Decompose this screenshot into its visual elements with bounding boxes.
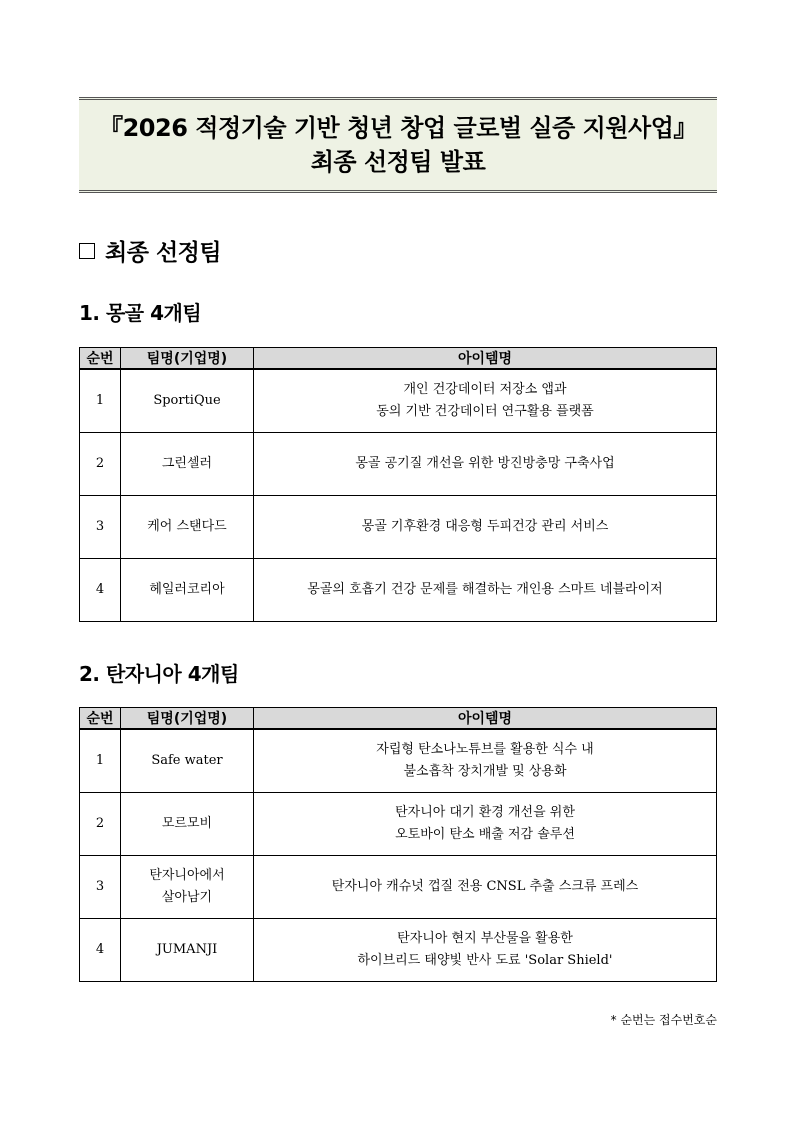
table-row xyxy=(80,433,717,496)
table-row xyxy=(80,369,717,433)
header-idea: 아이템명 xyxy=(254,708,717,730)
row-number: 3 xyxy=(80,856,121,919)
team-name: Safe water xyxy=(151,753,223,768)
row-number: 2 xyxy=(80,793,121,856)
table-row xyxy=(80,559,717,622)
item-name-line: 탄자니아 대기 환경 개선을 위한 xyxy=(395,805,575,820)
item-name-line: 불소흡착 장치개발 및 상용화 xyxy=(403,764,567,779)
checkbox-icon xyxy=(79,243,95,259)
footnote: * 순번는 접수번호순 xyxy=(610,1013,717,1027)
section-heading xyxy=(79,234,221,267)
header-team: 팀명(기업명) xyxy=(121,708,254,730)
header-no: 순번 xyxy=(80,348,121,370)
item-name-line: 개인 건강데이터 저장소 앱과 xyxy=(403,382,567,397)
team-name-cell xyxy=(121,919,254,982)
team-name: 헤일러코리아 xyxy=(149,582,225,597)
team-name: SportiQue xyxy=(153,393,221,408)
header-team: 팀명(기업명) xyxy=(121,348,254,370)
team-name-cell xyxy=(121,793,254,856)
item-name-line: 오토바이 탄소 배출 저감 솔루션 xyxy=(395,827,575,842)
group-heading-tanzania: 2. 탄자니아 4개팀 xyxy=(79,662,239,686)
item-name-cell xyxy=(254,433,717,496)
team-name-cell xyxy=(121,433,254,496)
team-name: 그린셀러 xyxy=(161,456,213,471)
header-no: 순번 xyxy=(80,708,121,730)
team-name: JUMANJI xyxy=(156,942,218,957)
group-heading-mongolia: 1. 몽골 4개팀 xyxy=(79,301,202,325)
team-name-cell xyxy=(121,729,254,793)
item-name-line: 동의 기반 건강데이터 연구활용 플랫폼 xyxy=(376,404,594,419)
table-row xyxy=(80,919,717,982)
row-number: 1 xyxy=(80,729,121,793)
item-name-line: 몽골의 호흡기 건강 문제를 해결하는 개인용 스마트 네블라이저 xyxy=(307,582,663,597)
row-number: 4 xyxy=(80,919,121,982)
row-number: 4 xyxy=(80,559,121,622)
section-heading-label: 최종 선정팀 xyxy=(105,240,222,266)
row-number: 1 xyxy=(80,369,121,433)
team-name-cell xyxy=(121,559,254,622)
tanzania-table xyxy=(79,707,717,982)
item-name-line: 하이브리드 태양빛 반사 도료 'Solar Shield' xyxy=(357,953,613,968)
item-name-cell xyxy=(254,559,717,622)
page-title: 『2026 적정기술 기반 청년 창업 글로벌 실증 지원사업』 xyxy=(99,114,697,142)
item-name-cell xyxy=(254,496,717,559)
team-name: 모르모비 xyxy=(161,816,213,831)
page-subtitle: 최종 선정팀 발표 xyxy=(310,148,486,176)
team-name: 탄자니아에서 xyxy=(149,868,225,883)
item-name-line: 탄자니아 현지 부산물을 활용한 xyxy=(397,931,573,946)
item-name-cell xyxy=(254,369,717,433)
team-name-cell xyxy=(121,369,254,433)
item-name-cell xyxy=(254,919,717,982)
team-name-cell xyxy=(121,856,254,919)
table-row xyxy=(80,729,717,793)
row-number: 2 xyxy=(80,433,121,496)
item-name-line: 탄자니아 캐슈넛 껍질 전용 CNSL 추출 스크류 프레스 xyxy=(331,879,639,894)
title-box xyxy=(79,97,717,193)
item-name-cell xyxy=(254,729,717,793)
team-name: 케어 스탠다드 xyxy=(147,519,227,534)
row-number: 3 xyxy=(80,496,121,559)
table-row xyxy=(80,496,717,559)
table-row xyxy=(80,856,717,919)
item-name-line: 자립형 탄소나노튜브를 활용한 식수 내 xyxy=(376,742,594,757)
item-name-line: 몽골 공기질 개선을 위한 방진방충망 구축사업 xyxy=(355,456,615,471)
item-name-cell xyxy=(254,793,717,856)
header-idea: 아이템명 xyxy=(254,348,717,370)
team-name: 살아남기 xyxy=(161,890,213,905)
mongolia-table xyxy=(79,347,717,622)
team-name-cell xyxy=(121,496,254,559)
table-row xyxy=(80,793,717,856)
item-name-cell xyxy=(254,856,717,919)
item-name-line: 몽골 기후환경 대응형 두피건강 관리 서비스 xyxy=(361,519,609,534)
